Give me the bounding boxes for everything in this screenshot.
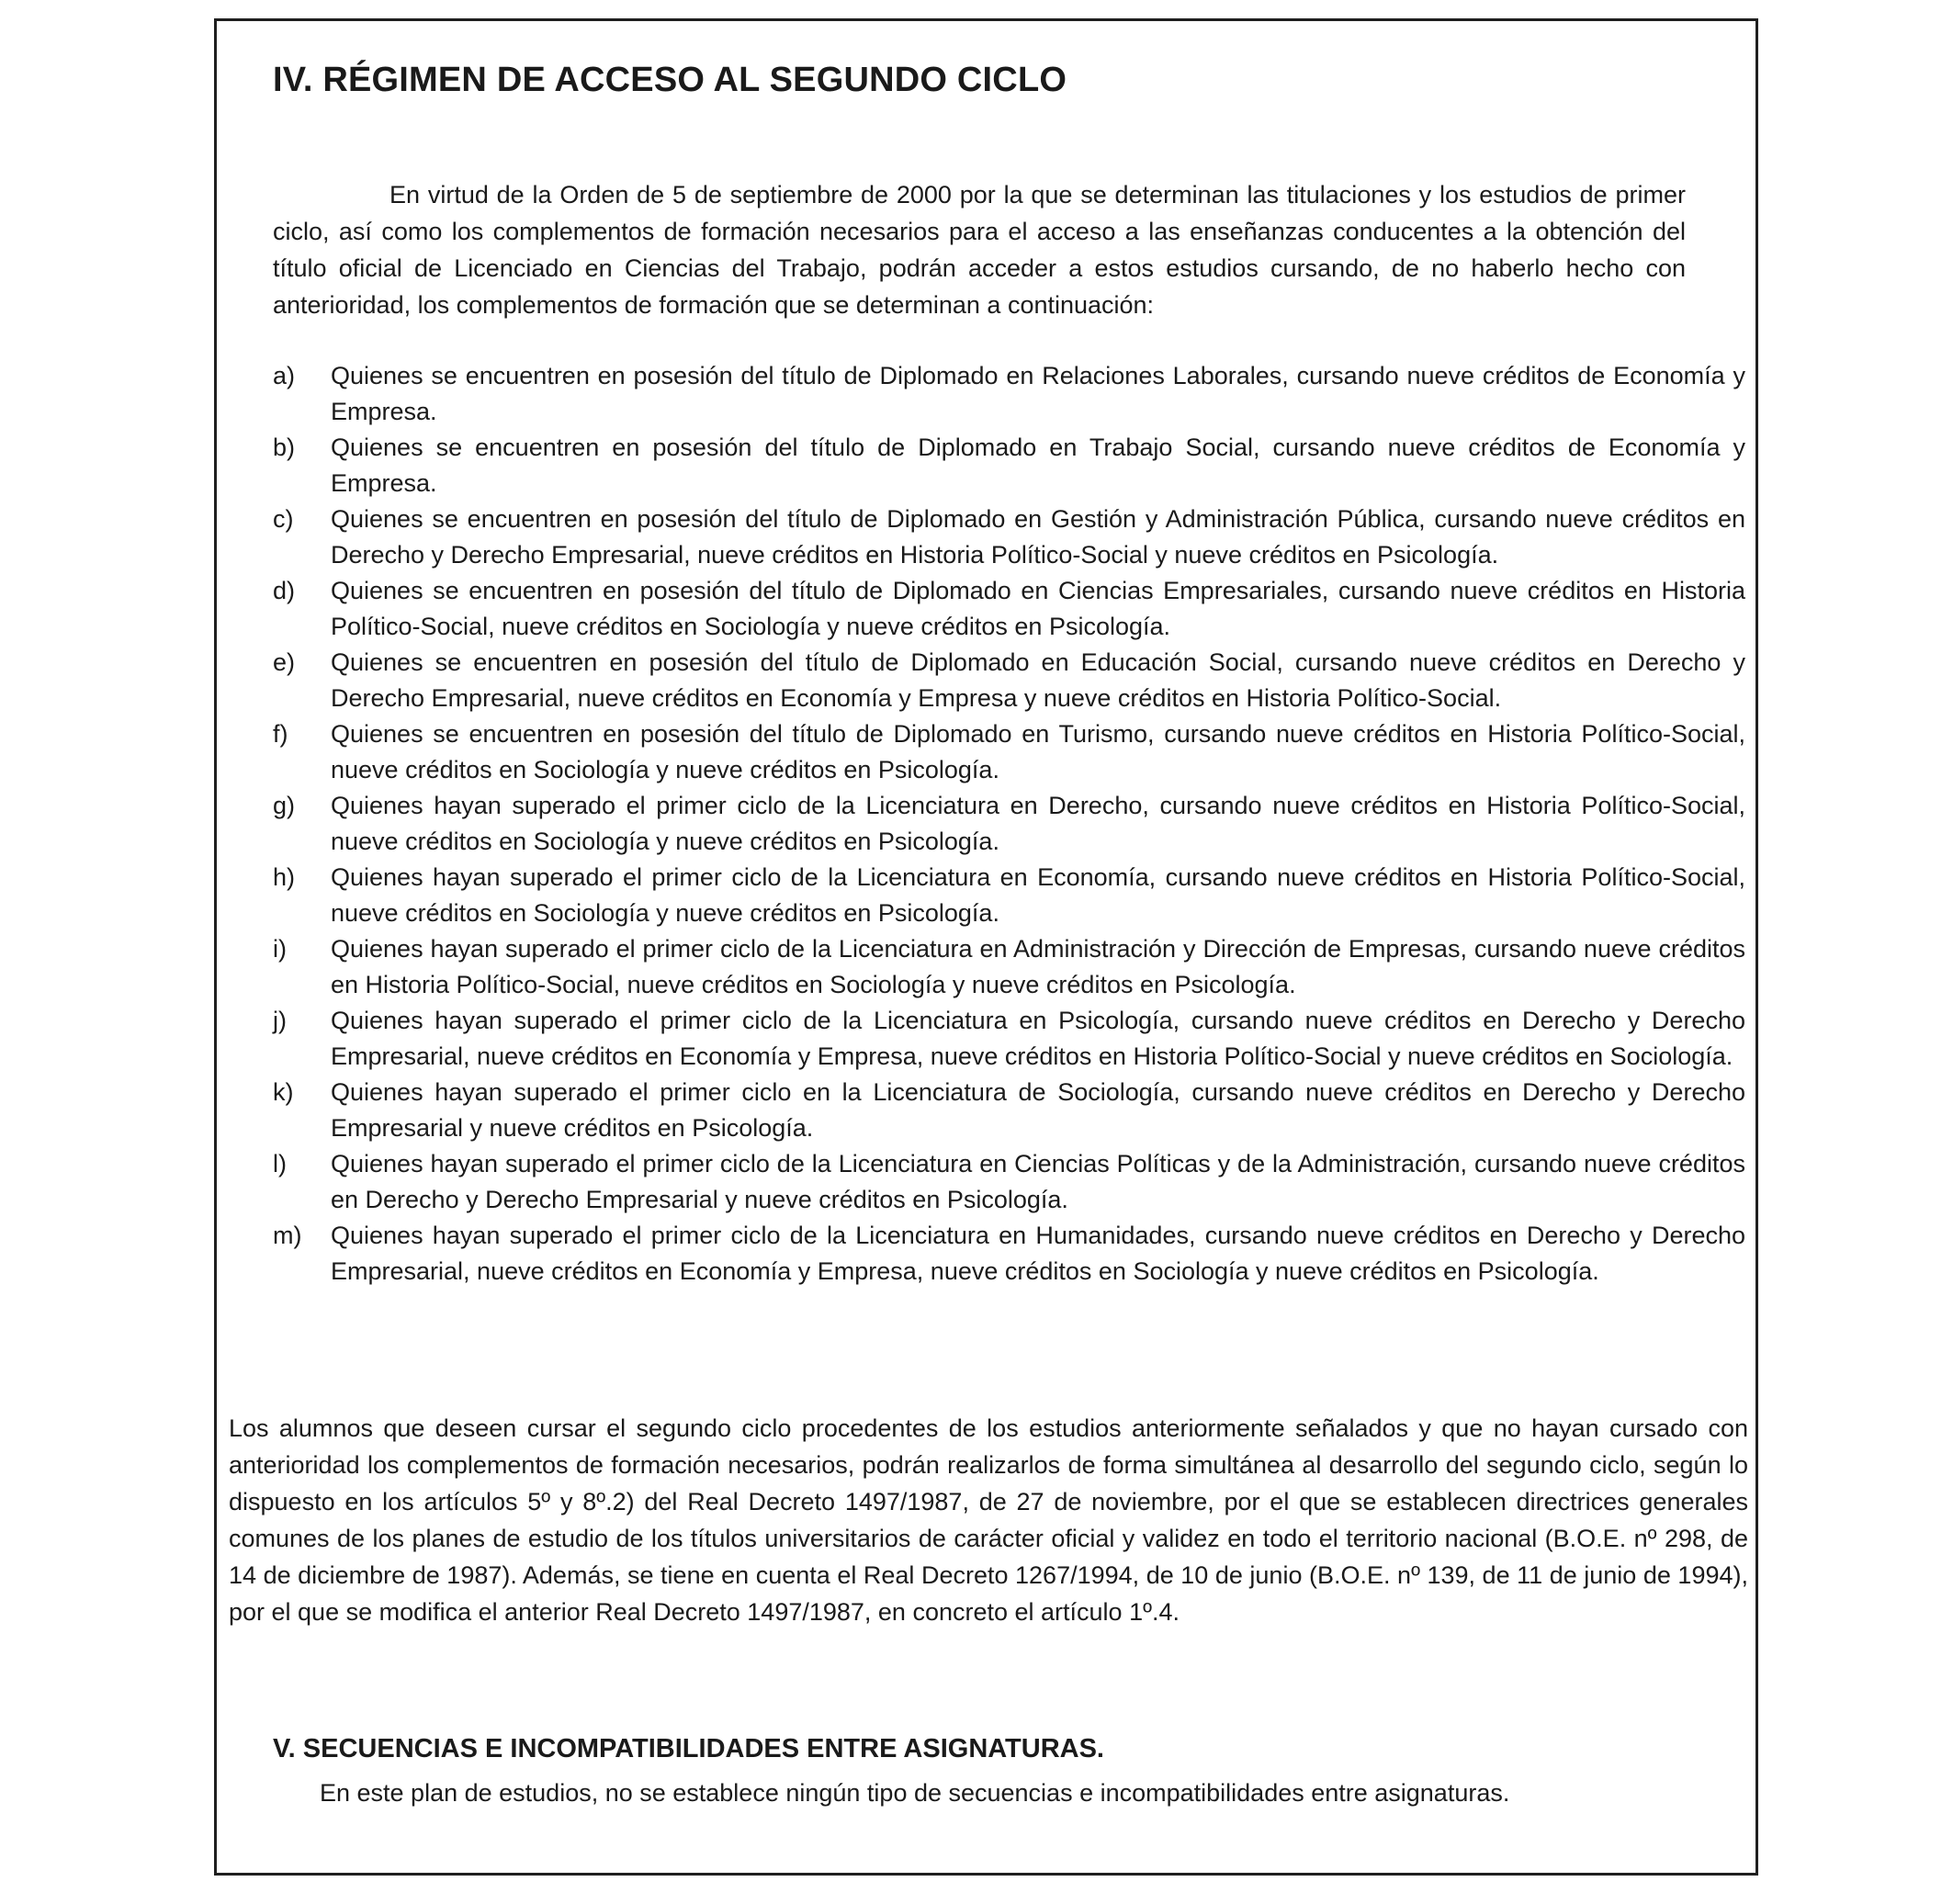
list-item-letter: e) <box>273 648 296 676</box>
access-requirements-list <box>273 358 1745 1290</box>
list-item-text: Quienes hayan superado el primer ciclo en la Licenciatura de Sociología, cursando nueve créditos en Derecho y Derecho Empresarial y nueve créditos en Psicología. <box>331 1078 1745 1142</box>
list-item-text: Quienes hayan superado el primer ciclo de la Licenciatura en Economía, cursando nueve créditos en Historia Político-Social, nueve créditos en Sociología y nueve créditos en Psicología. <box>331 863 1745 927</box>
list-item-letter: h) <box>273 863 296 891</box>
list-item-letter: g) <box>273 792 296 819</box>
list-item-text: Quienes hayan superado el primer ciclo de la Licenciatura en Psicología, cursando nueve créditos en Derecho y Derecho Empresarial, nueve créditos en Economía y Empresa, nueve créditos en Historia Político-Social y nueve créditos en Sociología. <box>331 1007 1745 1070</box>
list-item <box>273 430 1745 501</box>
list-item-letter: f) <box>273 720 288 748</box>
list-item-letter: m) <box>273 1222 302 1249</box>
list-item-text: Quienes se encuentren en posesión del título de Diplomado en Ciencias Empresariales, cursando nueve créditos en Historia Político-Social, nueve créditos en Sociología y nueve créditos en Psicología. <box>331 577 1745 640</box>
list-item-letter: k) <box>273 1078 294 1106</box>
section-iv-title: IV. RÉGIMEN DE ACCESO AL SEGUNDO CICLO <box>273 61 1067 99</box>
list-item-letter: j) <box>273 1007 287 1034</box>
list-item-letter: d) <box>273 577 296 604</box>
list-item <box>273 501 1745 573</box>
list-item-text: Quienes se encuentren en posesión del título de Diplomado en Relaciones Laborales, cursando nueve créditos de Economía y Empresa. <box>331 362 1745 425</box>
list-item-text: Quienes se encuentren en posesión del título de Diplomado en Gestión y Administración Pública, cursando nueve créditos en Derecho y Derecho Empresarial, nueve créditos en Historia Político-Social y nueve créditos en Psicología. <box>331 505 1745 569</box>
section-v-text: En este plan de estudios, no se establece ningún tipo de secuencias e incompatibilidades entre asignaturas. <box>320 1779 1510 1807</box>
list-item <box>273 1003 1745 1075</box>
list-item <box>273 931 1745 1003</box>
list-item-text: Quienes se encuentren en posesión del título de Diplomado en Trabajo Social, cursando nueve créditos de Economía y Empresa. <box>331 434 1745 497</box>
list-item <box>273 645 1745 716</box>
list-item-text: Quienes hayan superado el primer ciclo de la Licenciatura en Administración y Dirección de Empresas, cursando nueve créditos en Historia Político-Social, nueve créditos en Sociología y nueve créditos en Psicología. <box>331 935 1745 998</box>
list-item <box>273 788 1745 860</box>
list-item <box>273 1146 1745 1218</box>
list-item-text: Quienes se encuentren en posesión del título de Diplomado en Educación Social, cursando nueve créditos en Derecho y Derecho Empresarial, nueve créditos en Economía y Empresa y nueve créditos en Historia Político-Social. <box>331 648 1745 712</box>
list-item-text: Quienes hayan superado el primer ciclo de la Licenciatura en Ciencias Políticas y de la Administración, cursando nueve créditos en Derecho y Derecho Empresarial y nueve créditos en Psicología. <box>331 1150 1745 1213</box>
list-item <box>273 1075 1745 1146</box>
list-item-letter: i) <box>273 935 287 963</box>
section-iv-closing: Los alumnos que deseen cursar el segundo ciclo procedentes de los estudios anteriormente señalados y que no hayan cursado con anterioridad los complementos de formación necesarios, podrán realizarlos de forma simultánea al desarrollo del segundo ciclo, según lo dispuesto en los artículos 5º y 8º.2) del Real Decreto 1497/1987, de 27 de noviembre, por el que se establecen directrices generales comunes de los planes de estudio de los títulos universitarios de carácter oficial y validez en todo el territorio nacional (B.O.E. nº 298, de 14 de diciembre de 1987). Además, se tiene en cuenta el Real Decreto 1267/1994, de 10 de junio (B.O.E. nº 139, de 11 de junio de 1994), por el que se modifica el anterior Real Decreto 1497/1987, en concreto el artículo 1º.4. <box>229 1414 1748 1626</box>
list-item <box>273 860 1745 931</box>
section-iv-intro: En virtud de la Orden de 5 de septiembre de 2000 por la que se determinan las titulaciones y los estudios de primer ciclo, así como los complementos de formación necesarios para el acceso a las enseñanzas conducentes a la obtención del título oficial de Licenciado en Ciencias del Trabajo, podrán acceder a estos estudios cursando, de no haberlo hecho con anterioridad, los complementos de formación que se determinan a continuación: <box>273 181 1686 319</box>
list-item-letter: c) <box>273 505 294 533</box>
list-item <box>273 358 1745 430</box>
list-item-letter: l) <box>273 1150 287 1177</box>
list-item-text: Quienes hayan superado el primer ciclo de la Licenciatura en Derecho, cursando nueve créditos en Historia Político-Social, nueve créditos en Sociología y nueve créditos en Psicología. <box>331 792 1745 855</box>
list-item-letter: b) <box>273 434 296 461</box>
list-item-text: Quienes se encuentren en posesión del título de Diplomado en Turismo, cursando nueve créditos en Historia Político-Social, nueve créditos en Sociología y nueve créditos en Psicología. <box>331 720 1745 783</box>
section-v-title: V. SECUENCIAS E INCOMPATIBILIDADES ENTRE ASIGNATURAS. <box>273 1734 1104 1763</box>
list-item-text: Quienes hayan superado el primer ciclo de la Licenciatura en Humanidades, cursando nueve créditos en Derecho y Derecho Empresarial, nueve créditos en Economía y Empresa, nueve créditos en Sociología y nueve créditos en Psicología. <box>331 1222 1745 1285</box>
list-item <box>273 1218 1745 1290</box>
list-item-letter: a) <box>273 362 296 389</box>
list-item <box>273 716 1745 788</box>
list-item <box>273 573 1745 645</box>
